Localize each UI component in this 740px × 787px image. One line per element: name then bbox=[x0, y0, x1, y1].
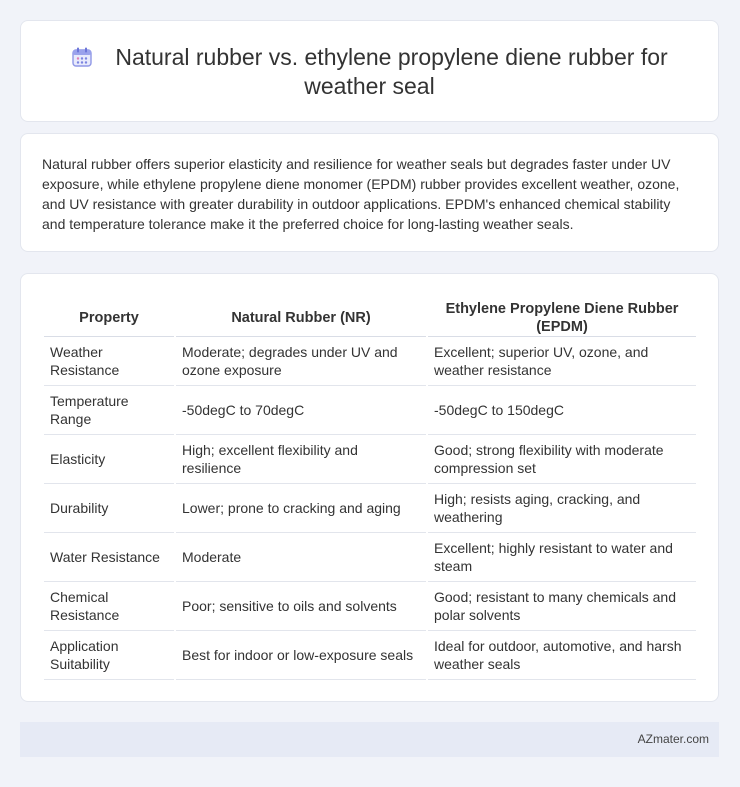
epdm-cell: Ideal for outdoor, automotive, and harsh weather seals bbox=[428, 631, 696, 680]
table-row bbox=[44, 582, 696, 631]
nr-cell: Moderate bbox=[176, 533, 426, 582]
table-row bbox=[44, 435, 696, 484]
epdm-cell: Good; resistant to many chemicals and polar solvents bbox=[428, 582, 696, 631]
table-row bbox=[44, 533, 696, 582]
header-natural-rubber: Natural Rubber (NR) bbox=[176, 293, 426, 337]
table-row bbox=[44, 484, 696, 533]
summary-card bbox=[20, 133, 719, 252]
nr-cell: Moderate; degrades under UV and ozone exposure bbox=[176, 337, 426, 386]
table-row bbox=[44, 631, 696, 680]
epdm-cell: -50degC to 150degC bbox=[428, 386, 696, 435]
nr-cell: -50degC to 70degC bbox=[176, 386, 426, 435]
property-cell: Durability bbox=[44, 484, 174, 533]
property-cell: Chemical Resistance bbox=[44, 582, 174, 631]
page-title: Natural rubber vs. ethylene propylene diene rubber for weather seal bbox=[115, 44, 668, 99]
epdm-cell: Good; strong flexibility with moderate compression set bbox=[428, 435, 696, 484]
nr-cell: Poor; sensitive to oils and solvents bbox=[176, 582, 426, 631]
table-header-row bbox=[44, 293, 696, 337]
epdm-cell: High; resists aging, cracking, and weathering bbox=[428, 484, 696, 533]
comparison-card bbox=[20, 273, 719, 702]
property-cell: Weather Resistance bbox=[44, 337, 174, 386]
property-cell: Water Resistance bbox=[44, 533, 174, 582]
property-cell: Temperature Range bbox=[44, 386, 174, 435]
footer-brand: AZmater.com bbox=[637, 732, 709, 746]
epdm-cell: Excellent; highly resistant to water and steam bbox=[428, 533, 696, 582]
summary-paragraph: Natural rubber offers superior elasticity and resilience for weather seals but degrades faster under UV exposure, while ethylene propylene diene monomer (EPDM) rubber provides excellent weather, ozone, and UV resistance with greater durability in outdoor applications. EPDM's enhanced chemical stability and temperature tolerance make it the preferred choice for long-lasting weather seals. bbox=[42, 156, 680, 232]
header-property: Property bbox=[44, 293, 174, 337]
table-row bbox=[44, 386, 696, 435]
page-heading bbox=[61, 43, 678, 101]
nr-cell: Best for indoor or low-exposure seals bbox=[176, 631, 426, 680]
table-row bbox=[44, 337, 696, 386]
footer-bar bbox=[20, 722, 719, 757]
epdm-cell: Excellent; superior UV, ozone, and weather resistance bbox=[428, 337, 696, 386]
nr-cell: Lower; prone to cracking and aging bbox=[176, 484, 426, 533]
header-epdm: Ethylene Propylene Diene Rubber (EPDM) bbox=[428, 293, 696, 337]
calendar-icon bbox=[71, 46, 93, 68]
title-card bbox=[20, 20, 719, 122]
comparison-table bbox=[42, 293, 698, 680]
property-cell: Elasticity bbox=[44, 435, 174, 484]
property-cell: Application Suitability bbox=[44, 631, 174, 680]
nr-cell: High; excellent flexibility and resilience bbox=[176, 435, 426, 484]
